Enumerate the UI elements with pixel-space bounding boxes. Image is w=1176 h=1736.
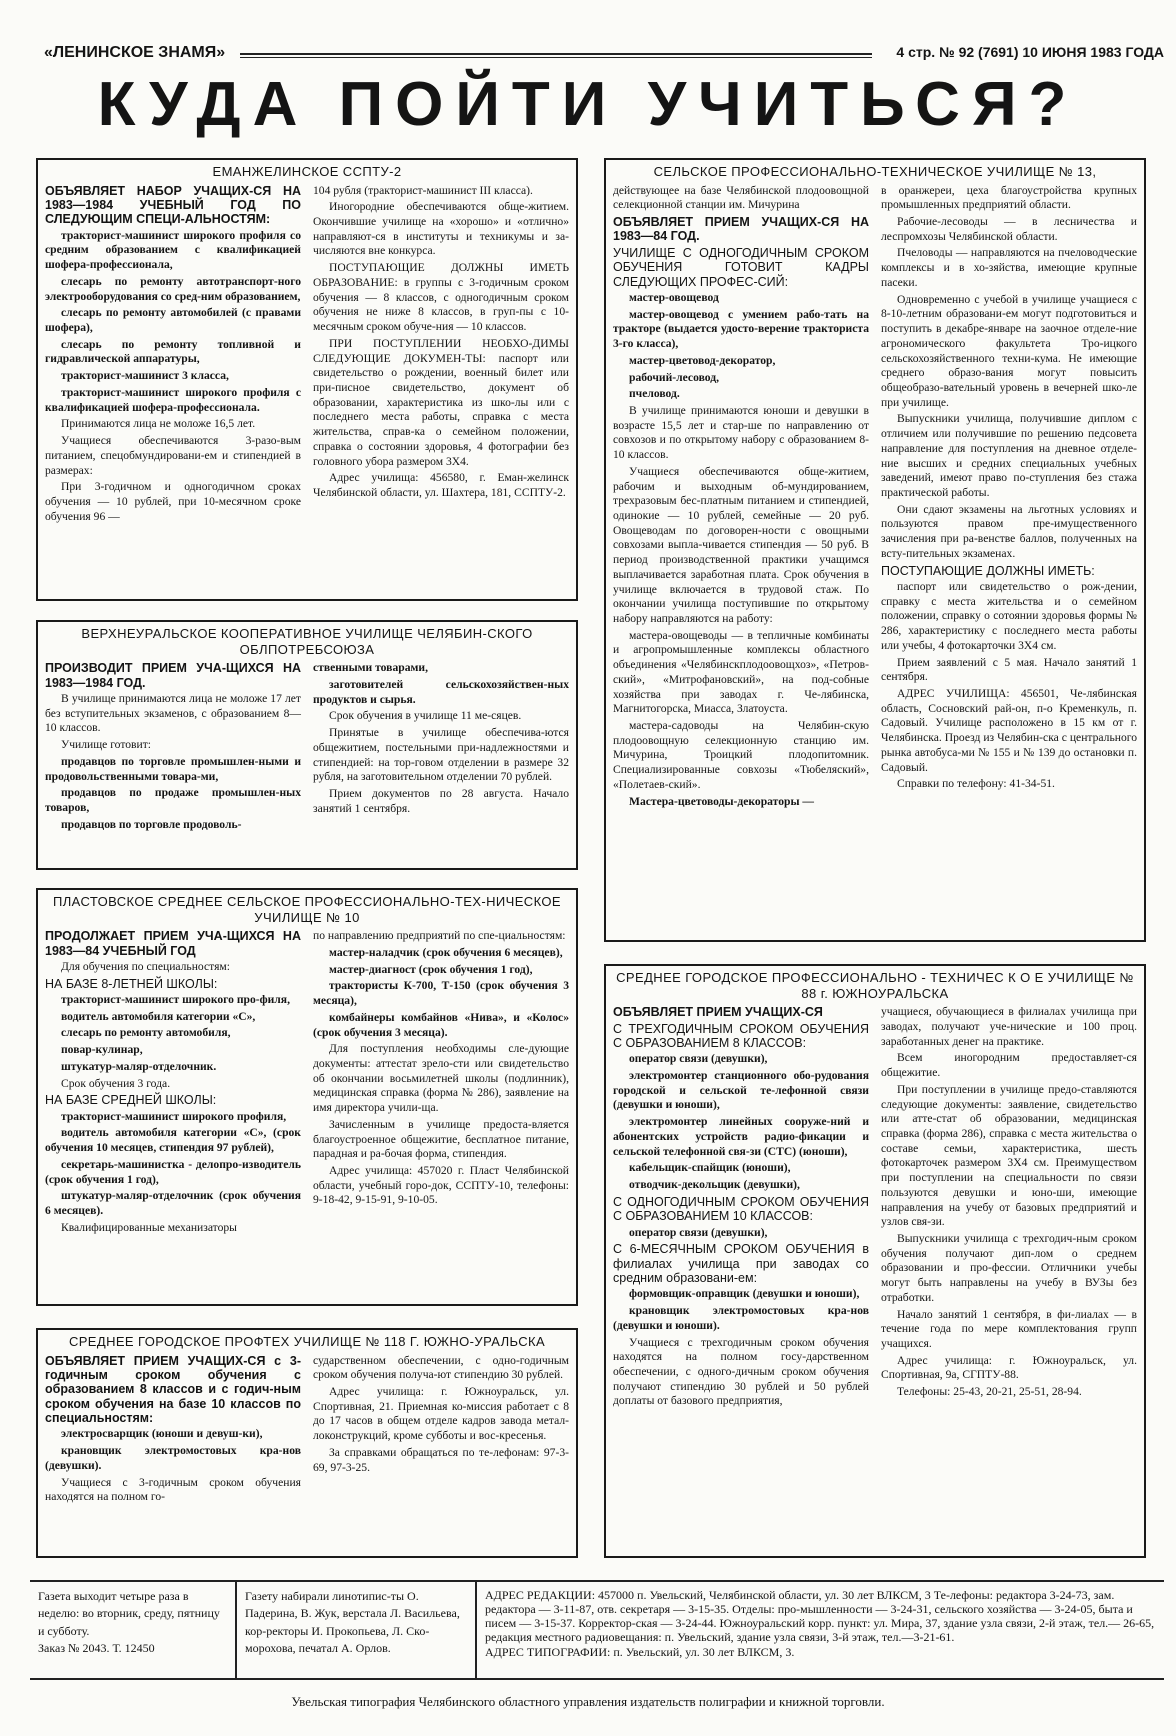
specialty: продавцов по торговле продоволь-: [61, 817, 242, 831]
specialty: крановщик электромостовых кра-нов (девушки).: [45, 1444, 301, 1472]
paragraph: Пчеловоды — направляются на пчеловодческие комплексы и в хо-зяйства, имеющие крупные пасеки.: [881, 246, 1137, 289]
paragraph: мастера-садоводы на Челябин-скую плодоовощную селекционную станцию им. Мичурина, Троицкий плодопитомник. Специализированные совхозы «Тюбеляский», «Полетаев-ский».: [613, 719, 869, 791]
specialty: штукатур-маляр-отделочник.: [61, 1059, 217, 1073]
specialty: секретарь-машинистка - делопро-изводитель (срок обучения 1 год),: [45, 1157, 301, 1186]
subheading: С 6-МЕСЯЧНЫМ СРОКОМ ОБУЧЕНИЯ в филиалах училища при заводах со средним образовани-ем:: [613, 1242, 869, 1285]
paragraph: В училище принимаются лица не моложе 17 лет без вступительных экзаменов, с образованием 8—10 классов.: [45, 691, 301, 735]
specialty: слесарь по ремонту автомобиля,: [61, 1026, 231, 1040]
ad-title: СРЕДНЕЕ ГОРОДСКОЕ ПРОФТЕХ УЧИЛИЩЕ № 118 Г. ЮЖНО-УРАЛЬСКА: [68, 1334, 546, 1349]
specialty: повар-кулинар,: [61, 1043, 143, 1057]
paragraph: Принятые в училище обеспечива-ются общежитием, постельными при-надлежностями и стипендией: на тор-говом отделении в размере 32 рубля, на заготовительном отделении 70 рублей.: [313, 726, 569, 784]
printing-address: АДРЕС ТИПОГРАФИИ: п. Увельский, ул. 30 лет ВЛКСМ, 3.: [485, 1644, 795, 1659]
paragraph: Иногородние обеспечиваются обще-житием. Окончившие училище на «хорошо» и «отлично» направляют-ся в институты и техникумы и за-числяются вне конкурса.: [313, 200, 569, 258]
paragraph: сударственном обеспечении, с одно-годичным сроком обучения получа-ют стипендию 30 рублей.: [313, 1353, 569, 1382]
subheading: ПОСТУПАЮЩИЕ ДОЛЖНЫ ИМЕТЬ:: [881, 563, 1095, 578]
address: Адрес училища: 457020 г. Пласт Челябинской области, учебный горо-док, ССПТУ-10, телефоны: 9-18-42, 9-15-91, 9-10-05.: [313, 1163, 569, 1207]
ad-emanzhelinsk: [36, 158, 578, 601]
paragraph: мастера-овощеводы — в тепличные комбинаты и агропромышленные комплексы областного объединения «Челябинскплодоовощхоз», «Петров-ский», «Митрофановский», на под-собные хозяйства при заводах г. Че-лябинска, Магнитогорска, Миасса, Златоуста.: [613, 628, 869, 716]
paragraph: ПРИ ПОСТУПЛЕНИИ НЕОБХО-ДИМЫ СЛЕДУЮЩИЕ ДОКУМЕН-ТЫ: паспорт или свидетельство о рождении, военный билет или при-писное свидетельство, документ об образовании, характеристика из шко-лы или с последнего места работы, справка с места жительства, справ-ка о семейном положении, справка о состоянии здоровья, 4 фотографии без головного убора размером 3Х4.: [313, 336, 569, 468]
paragraph: Для поступления необходимы сле-дующие документы: аттестат зрело-сти или свидетельство об окончании восьмилетней школы (подлинник), медицинская справка (форма № 286), заявление на имя директора учили-ща.: [313, 1042, 569, 1115]
phones: Телефоны: 25-43, 20-21, 25-51, 28-94.: [897, 1385, 1082, 1399]
paragraph: Для обучения по специальностям:: [61, 959, 230, 973]
specialty: трактористы К-700, Т-150 (срок обучения 3 месяца),: [313, 979, 569, 1008]
subheading: С ТРЕХГОДИЧНЫМ СРОКОМ ОБУЧЕНИЯ С ОБРАЗОВАНИЕМ 8 КЛАССОВ:: [613, 1021, 869, 1050]
paragraph: Срок обучения 3 года.: [61, 1076, 171, 1090]
paragraph: Квалифицированные механизаторы: [61, 1220, 237, 1234]
specialty: электросварщик (юноши и девуш-ки),: [61, 1427, 263, 1441]
paragraph: ПОСТУПАЮЩИЕ ДОЛЖНЫ ИМЕТЬ ОБРАЗОВАНИЕ: в группы с 3-годичным сроком обучения — 8 классов, с одногодичным сроком обучения не ниже 8 классов, в груп-пы с 10-месячным сроком обуче-ния — 10 классов.: [313, 261, 569, 334]
ad-school-88: [604, 964, 1146, 1558]
specialty: тракторист-машинист 3 класса,: [61, 369, 229, 383]
specialty: слесарь по ремонту топливной и гидравлической аппаратуры,: [45, 337, 301, 366]
ad-title: ВЕРХНЕУРАЛЬСКОЕ КООПЕРАТИВНОЕ УЧИЛИЩЕ ЧЕЛЯБИН-СКОГО ОБЛПОТРЕБСОЮЗА: [81, 626, 533, 657]
paragraph: 104 рубля (тракторист-машинист III класса).: [313, 183, 533, 197]
specialty: электромонтер станционного обо-рудования городской и сельской те-лефонной связи (девушки и юноши),: [613, 1069, 869, 1112]
specialty: слесарь по ремонту автотранспорт-ного электрооборудования со сред-ним образованием,: [45, 274, 301, 303]
paragraph: Учащиеся с трехгодичным сроком обучения находятся на полном госу-дарственном обеспечении, с одного-дичным сроком обучения получают стипендию 30 рублей и 50 рублей доплаты от базового предприятия,: [613, 1335, 869, 1408]
publication-schedule: Газета выходит четыре раза в неделю: во вторник, среду, пятницу и субботу.: [38, 1589, 220, 1638]
paragraph: Зачисленным в училище предоста-вляется благоустроенное общежитие, бесплатное питание, парадная и ра-бочая форма, стипендия.: [313, 1117, 569, 1161]
ad-title: ЕМАНЖЕЛИНСКОЕ ССПТУ-2: [212, 164, 402, 179]
footer-schedule: [30, 1582, 235, 1678]
ad-title: СРЕДНЕЕ ГОРОДСКОЕ ПРОФЕССИОНАЛЬНО - ТЕХНИЧЕС К О Е УЧИЛИЩЕ № 88 г. ЮЖНОУРАЛЬСКА: [616, 970, 1134, 1001]
specialty: оператор связи (девушки),: [629, 1225, 768, 1239]
ad-column-right: [313, 929, 569, 1237]
specialty: мастер-цветовод-декоратор,: [629, 353, 776, 367]
ad-title: ПЛАСТОВСКОЕ СРЕДНЕЕ СЕЛЬСКОЕ ПРОФЕССИОНАЛЬНО-ТЕХ-НИЧЕСКОЕ УЧИЛИЩЕ № 10: [53, 894, 561, 925]
ad-column-left: [45, 929, 301, 1237]
page-headline: КУДА ПОЙТИ УЧИТЬСЯ?: [97, 70, 1079, 139]
issue-info: 4 стр. № 92 (7691) 10 ИЮНЯ 1983 ГОДА: [896, 44, 1164, 60]
ad-heading: ОБЪЯВЛЯЕТ ПРИЕМ УЧАЩИХ-СЯ НА 1983—84 ГОД.: [613, 215, 869, 244]
ad-column-right: [881, 1005, 1137, 1411]
imprint-footer: [30, 1580, 1164, 1680]
order-number: Заказ № 2043. Т. 12450: [38, 1641, 155, 1656]
ad-title: СЕЛЬСКОЕ ПРОФЕССИОНАЛЬНО-ТЕХНИЧЕСКОЕ УЧИЛИЩЕ № 13,: [653, 164, 1097, 179]
ad-uzhnouralsk-118: [36, 1328, 578, 1558]
paragraph: Учащиеся обеспечиваются обще-житием, рабочим и выходным об-мундированием, трехразовым бес-платным питанием и стипендией, одинокие — 10 рублей, семейные — 20 руб. Овощеводам по договорен-ности с овощными совхозами выпла-чивается стипендия — 50 руб. В период производственной практики учащимся выплачивается заработная плата. Срок обучения в училище включается в трудовой стаж. По окончании училища поступившие по открытому набору направляются на работу:: [613, 464, 869, 625]
specialty: мастер-диагност (срок обучения 1 год),: [329, 962, 533, 976]
paragraph: учащиеся, обучающиеся в филиалах училища при заводах, получают уче-нические и 100 проц. заработанных денег на практике.: [881, 1005, 1137, 1048]
specialty: мастер-наладчик (срок обучения 6 месяцев),: [329, 945, 563, 959]
paragraph: по направлению предприятий по спе-циальностям:: [313, 929, 566, 943]
ad-column-right: [313, 661, 569, 834]
ad-column-right: [313, 1354, 569, 1507]
paragraph: При поступлении в училище предо-ставляются следующие документы: заявление, свидетельство или атте-стат об образовании, медицинская справка (форма 286), справка с места жительства о составе семьи, характеристика, шесть фотокарточек размером 3Х4 см. Преимуществом при поступлении на специальности по связи пользуются девушки и юно-ши, имеющие направления на учебу от базовых предприятий и узлов свя-зи.: [881, 1082, 1137, 1229]
specialty: тракторист-машинист широкого профиля со средним образованием с квалификацией шофера-профессионала,: [45, 228, 301, 272]
address: Адрес училища: 456580, г. Еман-желинск Челябинской области, ул. Шахтера, 181, ССПТУ-2.: [313, 471, 569, 499]
specialty: оператор связи (девушки),: [629, 1052, 768, 1066]
specialty: слесарь по ремонту автомобилей (с правами шофера),: [45, 306, 301, 335]
specialty: заготовителей сельскохозяйствен-ных продуктов и сырья.: [313, 677, 569, 706]
paragraph: Прием документов по 28 августа. Начало занятий 1 сентября.: [313, 786, 569, 815]
newspaper-name: «ЛЕНИНСКОЕ ЗНАМЯ»: [44, 44, 226, 61]
paragraph: Выпускники училища, получившие диплом с отличием или получившие по решению педсовета направление для поступления на дневное отделе-ние высших и средних специальных учебных заведений, имеют право по-ступления без стажа практической работы.: [881, 412, 1137, 499]
paragraph: Учащиеся с 3-годичным сроком обучения находятся на полном го-: [45, 1475, 301, 1504]
specialty: пчеловод.: [629, 387, 680, 401]
specialty: отводчик-декольщик (девушки),: [629, 1178, 800, 1192]
paragraph: Училище готовит:: [61, 738, 151, 752]
specialty: тракторист-машинист широкого про-филя,: [61, 993, 290, 1007]
ad-column-left: [613, 184, 869, 812]
paragraph: Прием заявлений с 5 мая. Начало занятий 1 сентября.: [881, 655, 1137, 684]
ad-school-13: [604, 158, 1146, 942]
paragraph: паспорт или свидетельство о рож-дении, справку с места жительства и о семейном положении, справку о сотоянии здоровья формы № 286, характеристику с последнего места работы или учебы, 4 фотокарточки 3Х4 см.: [881, 579, 1137, 652]
paragraph: Выпускники училища с трехгодич-ным сроком обучения получают дип-лом о среднем образовании и про-фессии. Отличники учебы могут быть направлены на учебу в ВУЗы без отработки.: [881, 1231, 1137, 1304]
paragraph: в оранжереи, цеха благоустройства крупных промышленных предприятий области.: [881, 183, 1137, 212]
footer-address: [475, 1582, 1164, 1678]
ad-plast: [36, 888, 578, 1306]
ad-heading: ПРОДОЛЖАЕТ ПРИЕМ УЧА-ЩИХСЯ НА 1983—84 УЧЕБНЫЙ ГОД: [45, 929, 301, 958]
specialty: тракторист-машинист широкого профиля с квалификацией шофера-профессионала.: [45, 385, 301, 414]
paragraph: Срок обучения в училище 11 ме-сяцев.: [329, 709, 522, 723]
ad-column-left: [45, 184, 301, 527]
ad-column-left: [45, 661, 301, 834]
ad-column-right: [881, 184, 1137, 812]
footer-staff: [235, 1582, 475, 1678]
specialty: электромонтер линейных сооруже-ний и абонентских устройств радио-фикации и сельской телефонной свя-зи (СТС) (юноши),: [613, 1115, 869, 1158]
production-staff: Газету набирали линотипис-ты О. Падерина, В. Жук, верстала Л. Васильева, кор-ректоры И. Прокопьева, Л. Ско-морохова, печатал А. Орлов.: [245, 1589, 460, 1656]
paragraph: Всем иногородним предоставляет-ся общежитие.: [881, 1051, 1137, 1080]
specialty: мастер-овощевод: [629, 290, 719, 304]
specialty: формовщик-оправщик (девушки и юноши),: [629, 1287, 860, 1301]
paragraph: При 3-годичном и одногодичном сроках обучения — 10 рублей, при 10-месячном сроке обучения 96 —: [45, 480, 301, 523]
printer-credit: Увельская типография Челябинского областного управления издательств полиграфии и книжной торговли.: [291, 1694, 885, 1709]
ad-heading: ПРОИЗВОДИТ ПРИЕМ УЧА-ЩИХСЯ НА 1983—1984 ГОД.: [45, 661, 301, 690]
address: АДРЕС УЧИЛИЩА: 456501, Че-лябинская область, Сосновский рай-он, п-о Кременкуль, п. Садовый. Училище расположено в 15 км от г. Челябинска. Проезд из Челябин-ска с центрального рынка автобуса-ми № 155 и № 139 до остановки п. Садовый.: [881, 686, 1137, 774]
specialty: продавцов по продаже промышлен-ных товаров,: [45, 786, 301, 814]
phones: Справки по телефону: 41-34-51.: [897, 777, 1055, 791]
specialty: штукатур-маляр-отделочник (срок обучения 6 месяцев).: [45, 1189, 301, 1218]
subheading: НА БАЗЕ 8-ЛЕТНЕЙ ШКОЛЫ:: [45, 976, 218, 991]
ad-column-left: [613, 1005, 869, 1411]
subheading: НА БАЗЕ СРЕДНЕЙ ШКОЛЫ:: [45, 1093, 217, 1108]
subheading: С ОДНОГОДИЧНЫМ СРОКОМ ОБУЧЕНИЯ С ОБРАЗОВАНИЕМ 10 КЛАССОВ:: [613, 1194, 869, 1224]
ad-heading: ОБЪЯВЛЯЕТ ПРИЕМ УЧАЩИХ-СЯ: [613, 1005, 823, 1020]
paragraph: Начало занятий 1 сентября, в фи-лиалах — в течение года по мере комплектования групп учащихся.: [881, 1307, 1137, 1350]
phones: За справками обращаться по те-лефонам: 97-3-69, 97-3-25.: [313, 1445, 569, 1474]
address: Адрес училища: г. Южноуральск, ул. Спортивная, 9а, СГПТУ-88.: [881, 1353, 1137, 1382]
ad-heading: ОБЪЯВЛЯЕТ НАБОР УЧАЩИХ-СЯ НА 1983—1984 УЧЕБНЫЙ ГОД ПО СЛЕДУЮЩИМ СПЕЦИ-АЛЬНОСТЯМ:: [45, 183, 301, 227]
specialty: водитель автомобиля категории «С», (срок обучения 10 месяцев, стипендия 97 рублей),: [45, 1126, 301, 1155]
specialty: кабельщик-спайщик (юноши),: [629, 1161, 791, 1175]
specialty: крановщик электромостовых кра-нов (девушки и юноши).: [613, 1304, 869, 1332]
editorial-address: АДРЕС РЕДАКЦИИ: 457000 п. Увельский, Челябинской области, ул. 30 лет ВЛКСМ, 3 Те-лефоны: редактора 3-24-73, зам. редактора — 3-11-87, отв. секретаря — 3-15-35. Отделы: про-мышленности — 3-24-31, сельского хозяйства — 3-24-05, быта и писем — 3-15-37. Корректор-ская — 3-24-44. Южноуральский корр. пункт: ул. Мира, 37, здание узла связи, 2-й этаж, тел.— 26-65, редакция местного радиовещания: п. Увельский, здание узла связи, 3-й этаж, тел.—3-21-61.: [485, 1588, 1155, 1645]
paragraph: Учащиеся обеспечиваются 3-разо-вым питанием, спецобмундировани-ем и стипендией в размерах:: [45, 434, 301, 477]
ad-heading: ОБЪЯВЛЯЕТ ПРИЕМ УЧАЩИХ-СЯ с 3-годичным сроком обучения с образованием 8 классов и с годич-ным сроком обучения на базе 10 классов по специальностям:: [45, 1353, 301, 1426]
masthead-rule: [240, 53, 872, 58]
specialty: рабочий-лесовод,: [629, 370, 719, 384]
specialty: комбайнеры комбайнов «Нива», и «Колос» (срок обучения 3 месяца).: [313, 1010, 569, 1039]
address: Адрес училища: г. Южноуральск, ул. Спортивная, 21. Приемная ко-миссия работает с 8 до 17 часов в общем отделе кадров завода метал-локонструкций, кроме субботы и вос-кресенья.: [313, 1385, 569, 1443]
ad-column-left: [45, 1354, 301, 1507]
specialty: водитель автомобиля категории «С»,: [61, 1009, 256, 1023]
masthead: [44, 44, 1164, 66]
paragraph: Рабочие-лесоводы — в лесничества и леспромхозы Челябинской области.: [881, 215, 1137, 243]
subheading: УЧИЛИЩЕ С ОДНОГОДИЧНЫМ СРОКОМ ОБУЧЕНИЯ ГОТОВИТ КАДРЫ СЛЕДУЮЩИХ ПРОФЕС-СИЙ:: [613, 245, 869, 289]
specialty: продавцов по торговле промышлен-ными и продовольственными товара-ми,: [45, 754, 301, 783]
paragraph: Они сдают экзамены на льготных условиях и пользуются правом пре-имущественного зачисления при ра-венстве баллов, полученных на всту-пительных экзаменах.: [881, 502, 1137, 560]
paragraph: В училище принимаются юноши и девушки в возрасте 15,5 лет и стар-ше по направлению от совхозов и по открытому набору с образованием 8-10 классов.: [613, 403, 869, 462]
specialty: ственными товарами,: [313, 661, 428, 675]
paragraph: действующее на базе Челябинской плодоовощной селекционной станции им. Мичурина: [613, 183, 869, 212]
specialty: тракторист-машинист широкого профиля,: [61, 1109, 287, 1123]
paragraph: Одновременно с учебой в училище учащиеся с 8-10-летним образовани-ем могут подготовиться и поступить в декабре-январе на заочное отделе-ние агрономического факультета Тро-ицкого сельскохозяйственного техни-кума. Не имеющие среднего образо-вания могут повысить общеобразо-вательный уровень в вечерней шко-ле при училище.: [881, 292, 1137, 409]
ad-column-right: [313, 184, 569, 527]
ad-verkhneuralsk: [36, 620, 578, 870]
specialty: Мастера-цветоводы-декораторы —: [629, 794, 815, 808]
specialty: мастер-овощевод с умением рабо-тать на тракторе (выдается удосто-верение тракториста 3-го класса),: [613, 307, 869, 351]
paragraph: Принимаются лица не моложе 16,5 лет.: [61, 417, 256, 431]
